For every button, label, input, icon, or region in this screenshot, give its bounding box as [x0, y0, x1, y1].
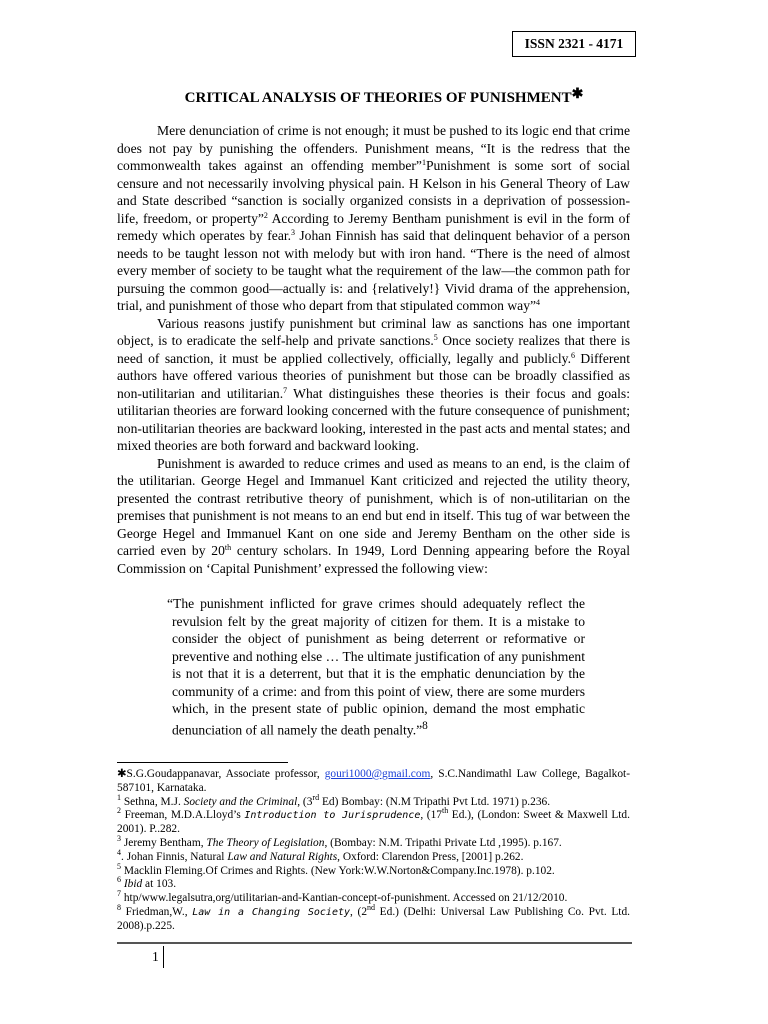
author-asterisk-mark: ✱: [117, 768, 127, 780]
footnote-3-text-b: , (Bombay: N.M. Tripathi Private Ltd ,1995). p.167.: [324, 836, 562, 849]
footnote-1-text-b: , (3: [297, 795, 313, 808]
paragraph-2: [117, 315, 630, 455]
footnote-8-ordinal: nd: [367, 902, 376, 912]
footnote-1-text-c: Ed) Bombay: (N.M Tripathi Pvt Ltd. 1971) p.236.: [319, 795, 551, 808]
footnote-ref-2[interactable]: 2: [263, 210, 268, 220]
footnote-4: [117, 847, 630, 865]
paragraph-2-text-d: What distinguishes these theories is their focus and goals: utilitarian theories are forward looking concerned with the future consequence of punishment; non-utilitarian theories are backward looking, interested in the past acts and mental states; and mixed theories are both forward and backward looking.: [117, 385, 631, 453]
footnote-2-number: 2: [117, 806, 121, 816]
footnote-4-title: Law and Natural Rights: [227, 850, 338, 863]
footnote-2-text-b: , (17: [420, 809, 442, 822]
footnote-3-title: The Theory of Legislation: [206, 836, 325, 849]
footnote-2-text-c: Ed.), (London: Sweet & Maxwell Ltd. 2001). P..282.: [117, 809, 630, 836]
footnote-ref-3[interactable]: 3: [291, 228, 296, 237]
footnote-4-text-b: , Oxford: Clarendon Press, [2001] p.262.: [337, 850, 524, 863]
footnote-8-title: Law in a Changing Society: [192, 906, 351, 918]
author-text-a: S.G.Goudappanavar, Associate professor,: [126, 768, 325, 780]
footnote-5-text: Macklin Fleming.Of Crimes and Rights. (New York:W.W.Norton&Company.Inc.1978). p.102.: [121, 864, 555, 877]
paragraph-2-text-c: Different authors have offered various theories of punishment but those can be broadly classified as non-utilitarian and utilitarian.: [117, 350, 631, 401]
footnote-8-text-a: Friedman,W.,: [121, 905, 193, 918]
footnote-ref-7[interactable]: 7: [283, 385, 288, 395]
paragraph-3-text-b: century scholars. In 1949, Lord Denning appearing before the Royal Commission on ‘Capital Punishment’ expressed the following view:: [117, 543, 630, 576]
paragraph-1: [117, 122, 630, 315]
paragraph-1-text-b: Punishment is some sort of social censure and not necessarily involving physical pain. H Kelson in his General Theory of Law and State described “sanction is socially organized consists in a deprivation of possession- life, freedom, or property”: [117, 158, 630, 226]
author-text-b: , S.C.Nandimathl Law College, Bagalkot-587101, Karnataka.: [117, 768, 631, 794]
footnote-2-text-a: Freeman, M.D.A.Lloyd’s: [121, 809, 245, 822]
footnote-6-ibid: Ibid: [121, 878, 143, 891]
footnote-2-ordinal: th: [441, 806, 449, 816]
footnote-6-text: at 103.: [142, 878, 177, 891]
footnote-2-title: Introduction to Jurisprudence: [244, 810, 421, 822]
footnote-author: [117, 768, 630, 796]
footnote-7-url-text: htp/www.legalsutra,org/utilitarian-and-Kantian-concept-of-punishment. Accessed on 21/12/2010.: [121, 892, 568, 905]
footnote-divider: [117, 762, 288, 763]
footnote-8: [117, 902, 630, 934]
footnote-3: [117, 833, 630, 851]
footnote-3-text-a: Jeremy Bentham,: [121, 836, 207, 849]
ordinal-suffix: th: [224, 543, 232, 552]
footnotes: [117, 768, 630, 934]
footnote-1-text-a: Sethna, M.J.: [121, 795, 184, 808]
block-quote: [167, 595, 585, 739]
paragraph-1-text-c: According to Jeremy Bentham punishment is evil in the form of remedy which operates by fear.: [117, 210, 630, 243]
paragraph-3-text-a: Punishment is awarded to reduce crimes and used as means to an end, is the claim of the utilitarian. George Hegel and Immanuel Kant criticized and rejected the utility theory, presented the contrast retributive theory of punishment, which is of non-utilitarian on the premises that punishment is not means to an end but end in itself. This tug of war between the George Hegel and Immanuel Kant on one side and Jeremy Bentham on the other side is carried even by 20: [117, 455, 630, 558]
quote-text: “The punishment inflicted for grave crimes should adequately reflect the revulsion felt by the great majority of citizen for them. It is a mistake to consider the object of punishment as being deterrent or reformative or preventive and nothing else … The ultimate justification of any punishment is not that it is a deterrent, but that it is the emphatic denunciation by the community of a crime: and from this point of view, there are some murders which, in the present state of public opinion, demand the most emphatic denunciation of all namely the death penalty.”: [167, 596, 585, 738]
author-email-link[interactable]: gouri1000@gmail.com: [324, 768, 431, 780]
title-asterisk-mark: ✱: [571, 87, 584, 102]
footnote-1: [117, 792, 630, 810]
footnote-1-ordinal: rd: [312, 792, 320, 802]
footnote-4-number: 4: [117, 847, 121, 857]
paragraph-3: [117, 455, 630, 578]
page-number: 1: [152, 949, 159, 964]
footnote-4-text-a: . Johan Finnis, Natural: [121, 850, 228, 863]
footnote-5: [117, 861, 630, 879]
paragraph-1-text-d: Johan Finnish has said that delinquent behavior of a person needs to be taught lesson not with melody but with iron hand. “There is the need of almost every member of society to be taught what the requirement of the law—the common path for pursuing the common good—actually is: and {relatively!} Vivid drama of the apprehension, trial, and punishment of those who depart from that stipulated common way”: [117, 228, 631, 313]
footnote-3-number: 3: [117, 833, 121, 843]
footnote-ref-1[interactable]: 1: [421, 158, 426, 167]
footnote-1-title: Society and the Criminal: [183, 795, 298, 808]
paragraph-2-text-b: Once society realizes that there is need of sanction, it must be applied collectively, officially, legally and publicly.: [117, 333, 630, 366]
footnote-5-number: 5: [117, 861, 121, 871]
footnote-8-number: 8: [117, 902, 121, 912]
page-number-bar: [163, 946, 164, 968]
footnote-ref-4[interactable]: 4: [536, 298, 541, 307]
title-text: CRITICAL ANALYSIS OF THEORIES OF PUNISHMENT: [184, 90, 572, 106]
footnote-8-text-c: Ed.) (Delhi: Universal Law Publishing Co. Pvt. Ltd. 2008).p.225.: [117, 905, 630, 932]
paragraph-2-text-a: Various reasons justify punishment but criminal law as sanctions has one important object, is to eradicate the self-help and private sanctions.: [117, 315, 630, 348]
footnote-ref-6[interactable]: 6: [571, 350, 575, 360]
footnote-6: [117, 875, 630, 892]
issn-label: ISSN 2321 - 4171: [524, 36, 624, 51]
page-title: [0, 88, 768, 108]
footnote-ref-8[interactable]: 8: [422, 719, 428, 732]
issn-box: [512, 31, 636, 57]
footnote-8-text-b: , (2: [350, 905, 368, 918]
quote-paragraph: [167, 595, 585, 739]
footnote-2: [117, 806, 630, 837]
paragraph-1-text-a: Mere denunciation of crime is not enough; it must be pushed to its logic end that crime does not pay by punishing the offenders. Punishment means, “It is the redress that the commonwealth takes against an offending member”: [117, 123, 630, 173]
footnote-1-number: 1: [117, 792, 121, 802]
article-body: [117, 122, 630, 577]
footnote-7-number: 7: [117, 889, 121, 899]
footnote-ref-5[interactable]: 5: [433, 333, 438, 342]
footnote-6-number: 6: [117, 875, 121, 885]
footer-divider: [117, 942, 632, 944]
